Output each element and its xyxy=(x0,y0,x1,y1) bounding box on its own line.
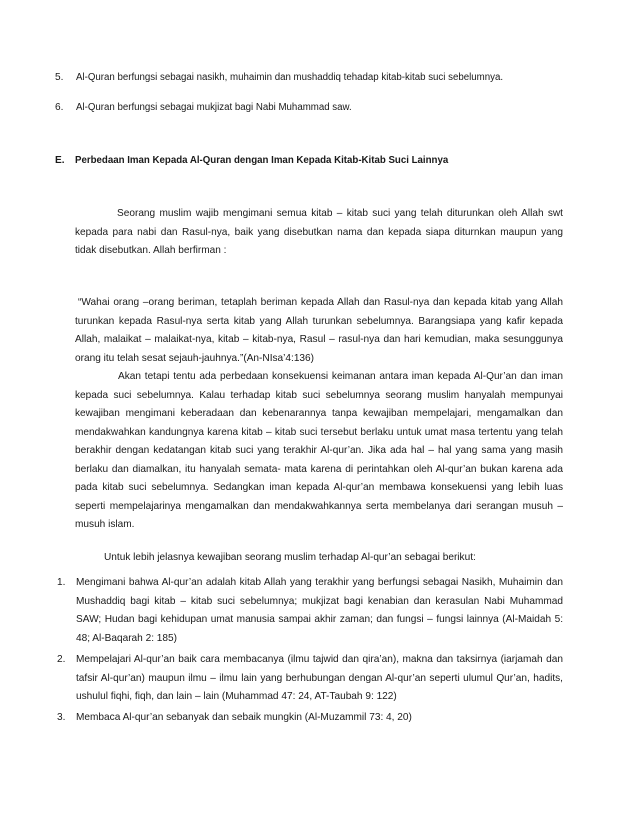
list-item-text: Mempelajari Al-qur’an baik cara membacanya (ilmu tajwid dan qira’an), makna dan taksirnya (iarjamah dan tafsir Al-qur’an) maupun ilmu – ilmu lain yang berhubungan dengan Al-qur’an seperti ulumul Qur’an, hadits, ushulul fiqhi, fiqh, dan lain – lain (Muhammad 47: 24, AT-Taubah 9: 122) xyxy=(76,654,563,702)
list-item-text: Membaca Al-qur’an sebanyak dan sebaik mungkin (Al-Muzammil 73: 4, 20) xyxy=(76,712,412,723)
quote-paragraph xyxy=(75,294,563,368)
list-item xyxy=(55,69,63,88)
list-number: 5. xyxy=(55,72,64,83)
section-title: Perbedaan Iman Kepada Al-Quran dengan Iman Kepada Kitab-Kitab Suci Lainnya xyxy=(75,155,449,166)
list-item xyxy=(76,574,563,648)
paragraph xyxy=(75,205,563,261)
list-item-text: Mengimani bahwa Al-qur’an adalah kitab Allah yang terakhir yang berfungsi sebagai Nasikh, Muhaimin dan Mushaddiq bagi kitab – kitab suci sebelumnya; mukjizat bagi kenabian dan kerasulan Nabi Muhammad SAW; Hudan bagi kehidupan umat manusia sampai akhir zaman; dan fungsi – fungsi lainnya (Al-Maidah 5: 48; Al-Baqarah 2: 185) xyxy=(76,577,563,644)
list-number: 1. xyxy=(57,577,66,588)
quote-text: “Wahai orang –orang beriman, tetaplah beriman kepada Allah dan Rasul-nya dan kepada kitab yang Allah turunkan kepada Rasul-nya serta kitab yang Allah turunkan sebelumnya. Barangsiapa yang kafir kepada Allah, malaikat – malaikat-nya, kitab – kitab-nya, Rasul – rasul-nya dan hari kemudian, maka sesunggunya orang itu telah sesat sejauh-jauhnya.”(An-NIsa’4:136) xyxy=(75,297,563,364)
paragraph xyxy=(75,368,563,535)
list-number: 3. xyxy=(57,712,66,723)
list-number: 6. xyxy=(55,102,64,113)
list-number: 2. xyxy=(57,654,66,665)
list-item xyxy=(76,651,563,707)
paragraph-text: Seorang muslim wajib mengimani semua kitab – kitab suci yang telah diturunkan oleh Allah swt kepada para nabi dan Rasul-nya, baik yang disebutkan nama dan kepada siapa diturnkan maupun yang tidak disebutkan. Allah berfirman : xyxy=(75,208,563,256)
section-number: E. xyxy=(55,155,65,166)
paragraph-text: Akan tetapi tentu ada perbedaan konsekuensi keimanan antara iman kepada Al-Qur’an dan iman kepada suci sebelumnya. Kalau terhadap kitab suci sebelumnya seorang muslim hanyalah mempunyai kewajiban mengimani keberadaan dan kebenarannya tanpa kewajiban mempelajari, mengamalkan dan mendakwahkan kandungnya karena kitab – kitab suci tersebut berlaku untuk umat masa tertentu yang telah berakhir dengan kedatangan kitab suci yang terakhir Al-qur’an. Jika ada hal – hal yang sama yang masih berlaku dan diamalkan, itu hanyalah semata- mata karena di perintahkan oleh Al-qur’an bukan karena ada pada kitab suci sebelumnya. Sedangkan iman kepada Al-qur’an membawa konsekuensi yang lebih luas seperti mempelajarinya mengamalkan dan mendakwahkannya serta membelanya dari serangan musuh – musuh islam. xyxy=(75,371,563,530)
intro-line: Untuk lebih jelasnya kewajiban seorang muslim terhadap Al-qur’an sebagai berikut: xyxy=(104,552,476,563)
list-item-text: Al-Quran berfungsi sebagai mukjizat bagi Nabi Muhammad saw. xyxy=(76,102,352,113)
list-item xyxy=(55,99,63,118)
list-item-text: Al-Quran berfungsi sebagai nasikh, muhaimin dan mushaddiq tehadap kitab-kitab suci sebelumnya. xyxy=(76,72,504,83)
